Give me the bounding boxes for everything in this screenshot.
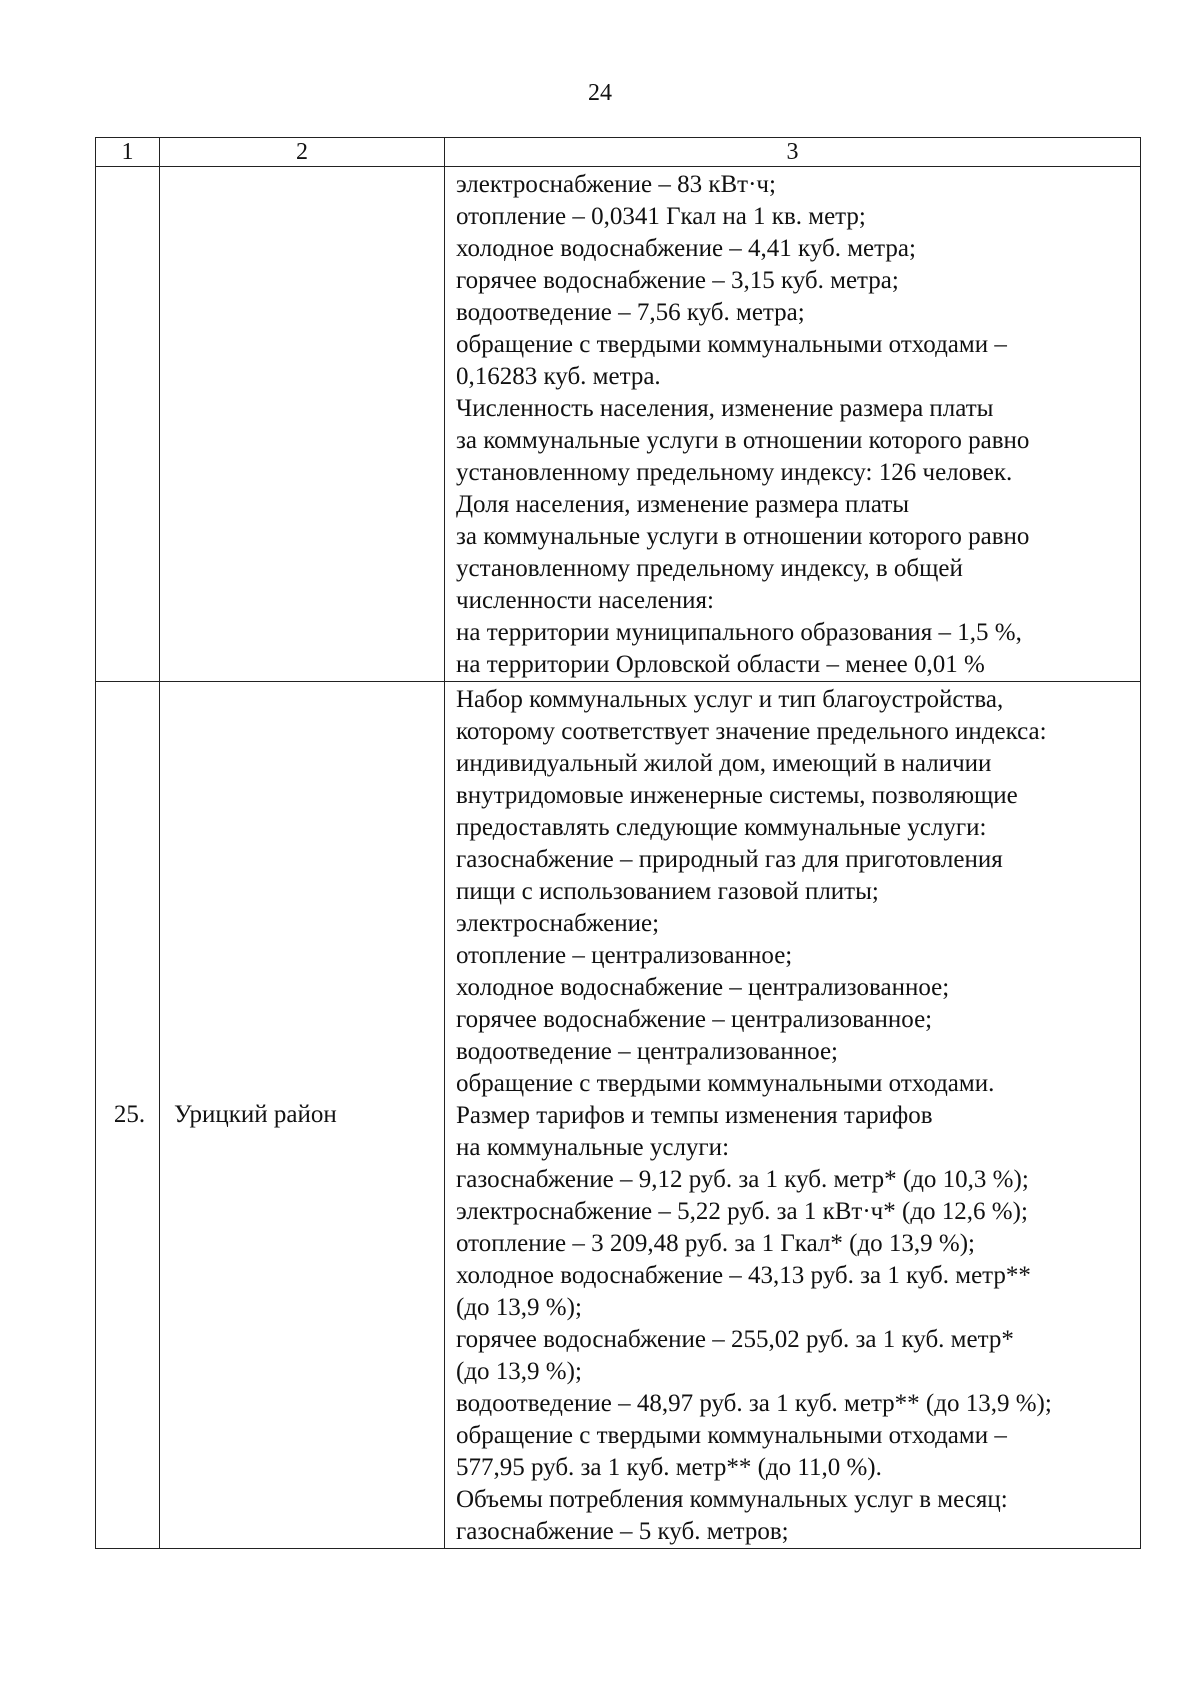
text-line: холодное водоснабжение – централизованное; — [456, 974, 950, 1001]
text-line: на территории Орловской области – менее 0,01 % — [456, 651, 985, 678]
text-line: горячее водоснабжение – 3,15 куб. метра; — [456, 267, 899, 294]
text-line: водоотведение – централизованное; — [456, 1038, 838, 1065]
text-line: холодное водоснабжение – 4,41 куб. метра; — [456, 235, 916, 262]
header-col-3: 3 — [445, 138, 1141, 167]
text-line: которому соответствует значение предельного индекса: — [456, 718, 1047, 745]
text-line: Доля населения, изменение размера платы — [456, 491, 910, 518]
text-line: предоставлять следующие коммунальные услуги: — [456, 814, 987, 841]
header-col-2: 2 — [160, 138, 445, 167]
text-line: Объемы потребления коммунальных услуг в месяц: — [456, 1486, 1008, 1513]
text-line: отопление – 3 209,48 руб. за 1 Гкал* (до 13,9 %); — [456, 1230, 976, 1257]
text-line: индивидуальный жилой дом, имеющий в наличии — [456, 750, 992, 777]
row-continuation-text — [445, 167, 1140, 681]
row-continuation-district — [160, 167, 445, 682]
text-line: пищи с использованием газовой плиты; — [456, 878, 879, 905]
row-25-content — [445, 682, 1141, 1549]
text-line: электроснабжение; — [456, 910, 660, 937]
text-line: (до 13,9 %); — [456, 1294, 582, 1321]
text-line: горячее водоснабжение – централизованное; — [456, 1006, 933, 1033]
text-line: обращение с твердыми коммунальными отходами – — [456, 331, 1007, 358]
text-line: обращение с твердыми коммунальными отходами – — [456, 1422, 1007, 1449]
header-col-1: 1 — [96, 138, 160, 167]
table-row-continuation — [96, 167, 1141, 682]
text-line: установленному предельному индексу, в общей — [456, 555, 963, 582]
text-line: Численность населения, изменение размера платы — [456, 395, 994, 422]
text-line: электроснабжение – 83 кВт·ч; — [456, 171, 776, 198]
text-line: холодное водоснабжение – 43,13 руб. за 1 куб. метр** — [456, 1262, 1031, 1289]
district-name: Урицкий район — [160, 682, 445, 1549]
text-line: на территории муниципального образования – 1,5 %, — [456, 619, 1022, 646]
text-line: за коммунальные услуги в отношении которого равно — [456, 523, 1030, 550]
table-row-25 — [96, 682, 1141, 1549]
tariff-table — [95, 137, 1141, 1549]
text-line: водоотведение – 48,97 руб. за 1 куб. метр** (до 13,9 %); — [456, 1390, 1052, 1417]
row-continuation-content — [445, 167, 1141, 682]
text-line: Размер тарифов и темпы изменения тарифов — [456, 1102, 933, 1129]
text-line: 0,16283 куб. метра. — [456, 363, 661, 390]
text-line: внутридомовые инженерные системы, позволяющие — [456, 782, 1018, 809]
text-line: газоснабжение – 9,12 руб. за 1 куб. метр* (до 10,3 %); — [456, 1166, 1029, 1193]
page-number: 24 — [588, 80, 612, 106]
text-line: отопление – 0,0341 Гкал на 1 кв. метр; — [456, 203, 866, 230]
text-line: горячее водоснабжение – 255,02 руб. за 1 куб. метр* — [456, 1326, 1014, 1353]
text-line: за коммунальные услуги в отношении которого равно — [456, 427, 1030, 454]
text-line: обращение с твердыми коммунальными отходами. — [456, 1070, 995, 1097]
text-line: Набор коммунальных услуг и тип благоустройства, — [456, 686, 1004, 713]
text-line: отопление – централизованное; — [456, 942, 793, 969]
text-line: электроснабжение – 5,22 руб. за 1 кВт·ч* (до 12,6 %); — [456, 1198, 1028, 1225]
text-line: установленному предельному индексу: 126 человек. — [456, 459, 1013, 486]
text-line: (до 13,9 %); — [456, 1358, 582, 1385]
text-line: на коммунальные услуги: — [456, 1134, 730, 1161]
text-line: газоснабжение – природный газ для приготовления — [456, 846, 1003, 873]
text-line: численности населения: — [456, 587, 714, 614]
row-25-text — [445, 682, 1140, 1548]
text-line: газоснабжение – 5 куб. метров; — [456, 1518, 789, 1545]
row-continuation-number — [96, 167, 160, 682]
table-header-row — [96, 138, 1141, 167]
row-number: 25. — [96, 682, 160, 1549]
text-line: 577,95 руб. за 1 куб. метр** (до 11,0 %). — [456, 1454, 882, 1481]
text-line: водоотведение – 7,56 куб. метра; — [456, 299, 805, 326]
